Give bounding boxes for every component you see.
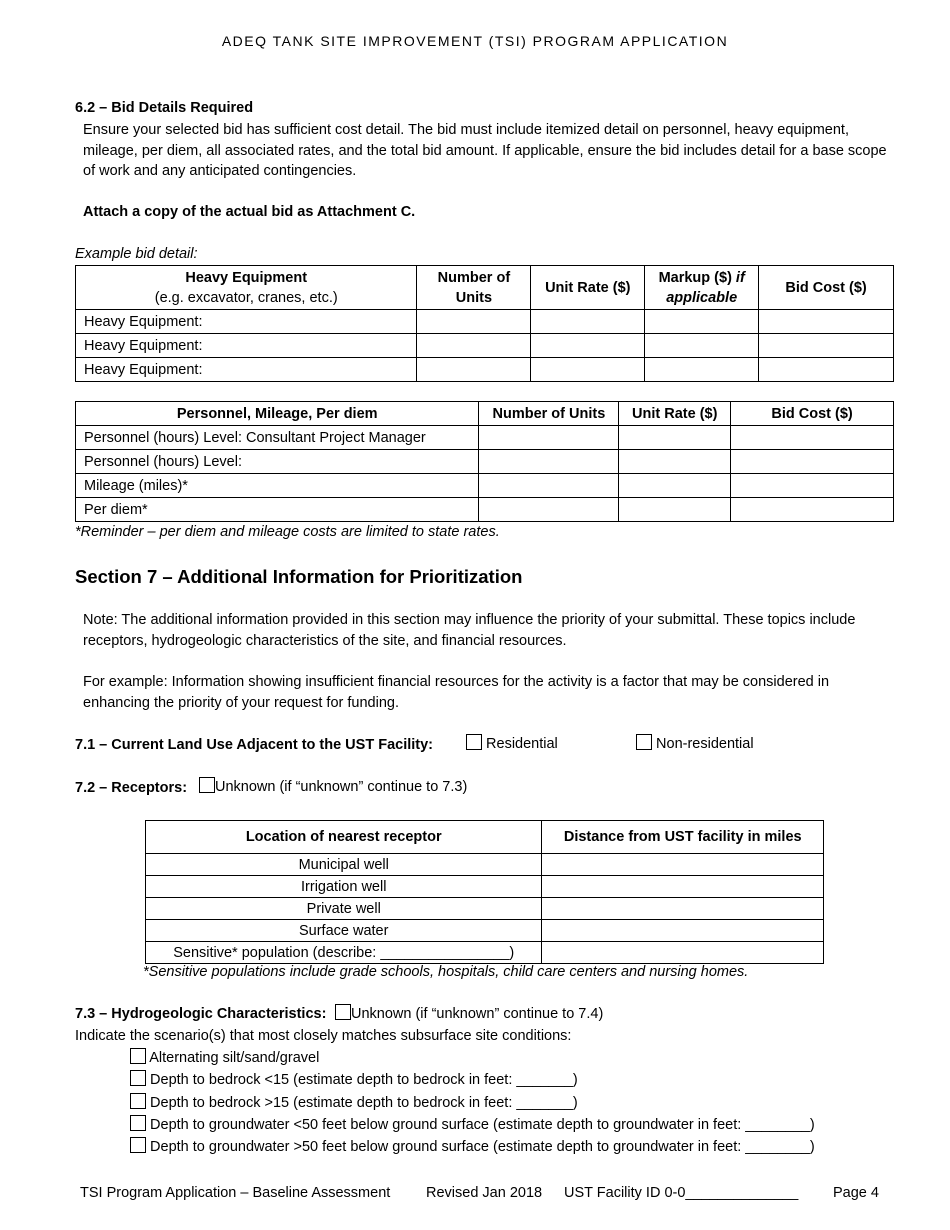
table-cell[interactable] (479, 498, 619, 522)
table-cell[interactable] (731, 498, 894, 522)
receptor-row-label: Surface water (146, 920, 542, 942)
table-row (76, 498, 894, 522)
table-cell[interactable] (645, 310, 759, 334)
table-cell[interactable] (645, 334, 759, 358)
equip-row-label: Heavy Equipment: (76, 334, 417, 358)
hydro-option[interactable] (130, 1137, 815, 1155)
footer-facility-id: UST Facility ID 0-0______________ (564, 1185, 799, 1201)
non-residential-label: Non-residential (656, 736, 754, 752)
table-cell[interactable] (759, 310, 894, 334)
section-7-2-label: 7.2 – Receptors: (75, 780, 188, 796)
table-row (76, 426, 894, 450)
markup-col-header (645, 266, 759, 310)
bid-cost-col-header: Bid Cost ($) (759, 266, 894, 310)
table-cell[interactable] (531, 334, 645, 358)
personnel-col-header: Personnel, Mileage, Per diem (76, 402, 479, 426)
heavy-equipment-table (75, 265, 894, 382)
unit-rate-col-header: Unit Rate ($) (531, 266, 645, 310)
equip-col-title: Heavy Equipment (185, 269, 308, 286)
hydro-option[interactable] (130, 1115, 815, 1133)
receptor-table (145, 820, 824, 964)
table-cell[interactable] (542, 942, 824, 964)
receptors-unknown-label: Unknown (if “unknown” continue to 7.3) (215, 779, 468, 795)
table-cell[interactable] (479, 426, 619, 450)
receptor-row-label: Irrigation well (146, 876, 542, 898)
hydro-unknown-checkbox[interactable] (335, 1004, 351, 1020)
hydro-option-checkbox[interactable] (130, 1137, 146, 1153)
section-7-title: Section 7 – Additional Information for Prioritization (75, 566, 523, 587)
footer-page-number: Page 4 (833, 1185, 879, 1201)
markup-header-text: Markup ($) (658, 269, 736, 286)
table-row (76, 310, 894, 334)
table-row (76, 358, 894, 382)
section-6-2-title: 6.2 – Bid Details Required (75, 100, 254, 116)
equip-row-label: Heavy Equipment: (76, 310, 417, 334)
table-cell[interactable] (542, 876, 824, 898)
table-cell[interactable] (479, 474, 619, 498)
table-row (76, 474, 894, 498)
table-cell[interactable] (542, 898, 824, 920)
receptor-row-label: Sensitive* population (describe: ________________) (146, 942, 542, 964)
section-7-1-label: 7.1 – Current Land Use Adjacent to the UST Facility: (75, 737, 434, 753)
markup-header-if: if (735, 269, 745, 286)
table-cell[interactable] (619, 450, 731, 474)
footer-document-name: TSI Program Application – Baseline Assessment (80, 1185, 391, 1201)
units-header-line1: Number of (437, 269, 511, 286)
table-row (76, 334, 894, 358)
receptors-unknown-option[interactable] (199, 777, 467, 795)
table-row (146, 898, 824, 920)
table-row (146, 942, 824, 964)
equip-col-header (76, 266, 417, 310)
hydro-option-label: Depth to groundwater <50 feet below ground surface (estimate depth to groundwater in feet: ________) (150, 1117, 815, 1133)
table-cell[interactable] (759, 358, 894, 382)
sensitive-population-footnote: *Sensitive populations include grade schools, hospitals, child care centers and nursing homes. (143, 964, 749, 980)
receptor-row-label: Private well (146, 898, 542, 920)
personnel-row-label: Mileage (miles)* (76, 474, 479, 498)
hydro-option[interactable] (130, 1093, 578, 1111)
section-7-3-label: 7.3 – Hydrogeologic Characteristics: (75, 1006, 327, 1022)
residential-option[interactable] (466, 734, 558, 752)
attachment-instruction: Attach a copy of the actual bid as Attachment C. (83, 204, 416, 220)
table-row (76, 450, 894, 474)
unit-rate-col-header: Unit Rate ($) (619, 402, 731, 426)
table-cell[interactable] (731, 450, 894, 474)
table-cell[interactable] (619, 474, 731, 498)
example-label: Example bid detail: (75, 246, 198, 262)
table-cell[interactable] (731, 426, 894, 450)
hydro-unknown-option[interactable] (335, 1004, 603, 1022)
hydro-option-checkbox[interactable] (130, 1070, 146, 1086)
table-cell[interactable] (417, 310, 531, 334)
table-cell[interactable] (759, 334, 894, 358)
table-cell[interactable] (542, 854, 824, 876)
units-col-header (417, 266, 531, 310)
hydro-option[interactable] (130, 1070, 578, 1088)
personnel-row-label: Per diem* (76, 498, 479, 522)
personnel-row-label: Personnel (hours) Level: (76, 450, 479, 474)
hydro-unknown-label: Unknown (if “unknown” continue to 7.4) (351, 1006, 604, 1022)
hydro-option-checkbox[interactable] (130, 1048, 146, 1064)
hydro-option-label: Depth to groundwater >50 feet below ground surface (estimate depth to groundwater in feet: ________) (150, 1139, 815, 1155)
per-diem-reminder: *Reminder – per diem and mileage costs are limited to state rates. (75, 524, 500, 540)
footer-revision: Revised Jan 2018 (426, 1185, 543, 1201)
receptor-location-header: Location of nearest receptor (146, 821, 542, 854)
table-cell[interactable] (531, 358, 645, 382)
personnel-table (75, 401, 894, 522)
equip-col-subtitle: (e.g. excavator, cranes, etc.) (154, 289, 338, 306)
table-row (146, 920, 824, 942)
table-cell[interactable] (479, 450, 619, 474)
equip-row-label: Heavy Equipment: (76, 358, 417, 382)
non-residential-checkbox[interactable] (636, 734, 652, 750)
table-cell[interactable] (619, 426, 731, 450)
units-header-line2: Units (455, 289, 493, 306)
personnel-row-label: Personnel (hours) Level: Consultant Project Manager (76, 426, 479, 450)
section-7-example: For example: Information showing insufficient financial resources for the activity is a factor that may be considered in enhancing the priority of your request for funding. (83, 674, 830, 711)
page-header: ADEQ TANK SITE IMPROVEMENT (TSI) PROGRAM APPLICATION (221, 33, 729, 49)
table-row (146, 876, 824, 898)
markup-header-applicable: applicable (666, 289, 738, 306)
hydro-option-label: Depth to bedrock >15 (estimate depth to bedrock in feet: _______) (150, 1095, 578, 1111)
hydro-option-checkbox[interactable] (130, 1115, 146, 1131)
table-cell[interactable] (619, 498, 731, 522)
hydro-option-label: Alternating silt/sand/gravel (149, 1050, 320, 1066)
residential-checkbox[interactable] (466, 734, 482, 750)
hydro-option[interactable] (130, 1048, 319, 1066)
table-cell[interactable] (645, 358, 759, 382)
table-cell[interactable] (531, 310, 645, 334)
hydro-instruction: Indicate the scenario(s) that most closely matches subsurface site conditions: (75, 1028, 572, 1044)
hydro-option-checkbox[interactable] (130, 1093, 146, 1109)
table-cell[interactable] (731, 474, 894, 498)
table-cell[interactable] (417, 334, 531, 358)
table-row (146, 854, 824, 876)
section-7-note: Note: The additional information provided in this section may influence the priority of your submittal. These topics include receptors, hydrogeologic characteristics of the site, and financial resources. (83, 612, 856, 649)
bid-cost-col-header: Bid Cost ($) (731, 402, 894, 426)
table-cell[interactable] (542, 920, 824, 942)
non-residential-option[interactable] (636, 734, 754, 752)
receptors-unknown-checkbox[interactable] (199, 777, 215, 793)
section-6-2-body: Ensure your selected bid has sufficient cost detail. The bid must include itemized detail on personnel, heavy equipment, mileage, per diem, all associated rates, and the total bid amount. If applicable, ensure the bid includes detail for a base scope of work and any anticipated contingencies. (83, 122, 887, 179)
table-cell[interactable] (417, 358, 531, 382)
units-col-header: Number of Units (479, 402, 619, 426)
receptor-distance-header: Distance from UST facility in miles (542, 821, 824, 854)
hydro-option-label: Depth to bedrock <15 (estimate depth to bedrock in feet: _______) (150, 1072, 578, 1088)
residential-label: Residential (486, 736, 558, 752)
receptor-row-label: Municipal well (146, 854, 542, 876)
